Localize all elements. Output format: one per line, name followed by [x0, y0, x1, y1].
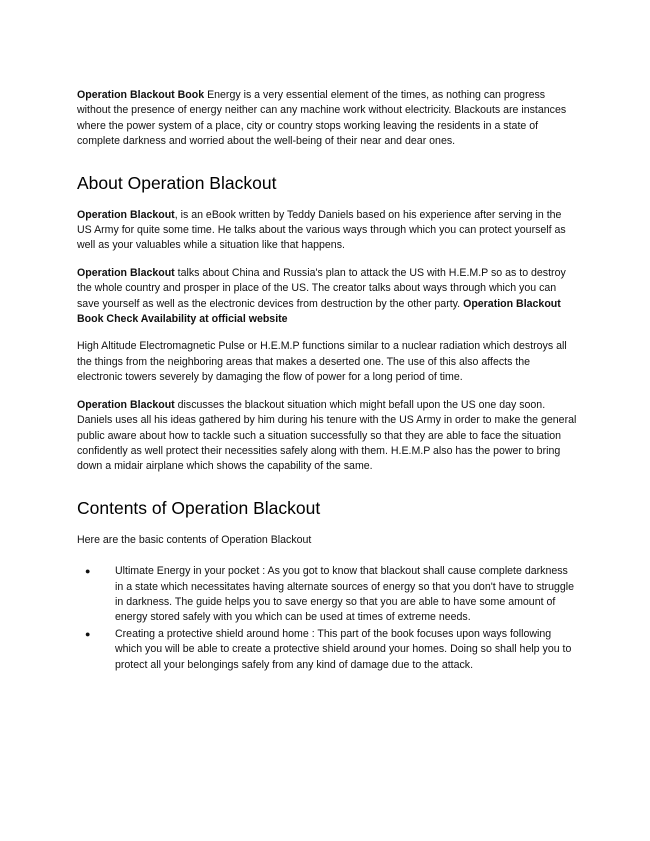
about-p2-text: talks about China and Russia's plan to attack the US with H.E.M.P so as to destroy the whole country and prosper in place of the US. The creator talks about ways through which you can save yourself as well as the electronic devices from destruction by the other party.	[77, 266, 566, 310]
about-paragraph-1	[77, 208, 577, 254]
about-p1-bold: Operation Blackout	[77, 208, 175, 221]
contents-list	[77, 564, 577, 673]
availability-link[interactable]: Operation Blackout Book Check Availability at official website	[77, 297, 561, 326]
about-p4-bold: Operation Blackout	[77, 398, 175, 411]
section-heading-contents: Contents of Operation Blackout	[77, 497, 321, 518]
list-item	[77, 627, 577, 673]
document-page	[77, 88, 577, 674]
bullet-icon: ●	[85, 566, 91, 577]
list-item-text: Ultimate Energy in your pocket : As you got to know that blackout shall cause complete darkness in a state which necessitates having alternate sources of energy so that you don't have to struggle in darkness. The guide helps you to save energy so that you are able to have some amount of energy stored safely with you which can be used at times of extreme needs.	[115, 565, 575, 624]
about-paragraph-3: High Altitude Electromagnetic Pulse or H.E.M.P functions similar to a nuclear radiation which destroys all the things from the neighboring areas that makes a deserted one. The use of this also affects the electronic towers severely by damaging the flow of power for a long period of time.	[77, 340, 567, 384]
intro-text: Energy is a very essential element of the times, as nothing can progress without the presence of energy neither can any machine work without electricity. Blackouts are instances where the power system of a place, city or country stops working leaving the residents in a state of complete darkness and worried about the well-being of their near and dear ones.	[77, 89, 567, 148]
list-item	[77, 564, 577, 626]
bullet-icon: ●	[85, 628, 91, 639]
about-p1-text: , is an eBook written by Teddy Daniels based on his experience after serving in the US Army for quite some time. He talks about the various ways through which you can protect yourself as well as your valuables while a situation like that happens.	[77, 208, 566, 252]
intro-bold-title: Operation Blackout Book	[77, 89, 205, 101]
section-heading-about: About Operation Blackout	[77, 172, 277, 193]
contents-intro: Here are the basic contents of Operation Blackout	[77, 533, 312, 546]
about-p2-bold: Operation Blackout	[77, 266, 175, 279]
about-paragraph-4	[77, 398, 577, 475]
list-item-text: Creating a protective shield around home : This part of the book focuses upon ways following which you will be able to create a protective shield around your homes. Doing so shall help you to protect all your belongings safely from any kind of damage due to the attack.	[115, 627, 572, 671]
intro-paragraph	[77, 88, 577, 150]
about-p4-text: discusses the blackout situation which might befall upon the US one day soon. Daniels uses all his ideas gathered by him during his tenure with the US Army in order to make the general public aware about how to tackle such a situation successfully so that they are able to face the situation confidently as well protect their necessities safely along with them. H.E.M.P also has the power to bring down a midair airplane which shows the capability of the same.	[77, 398, 577, 473]
about-paragraph-2	[77, 266, 577, 328]
